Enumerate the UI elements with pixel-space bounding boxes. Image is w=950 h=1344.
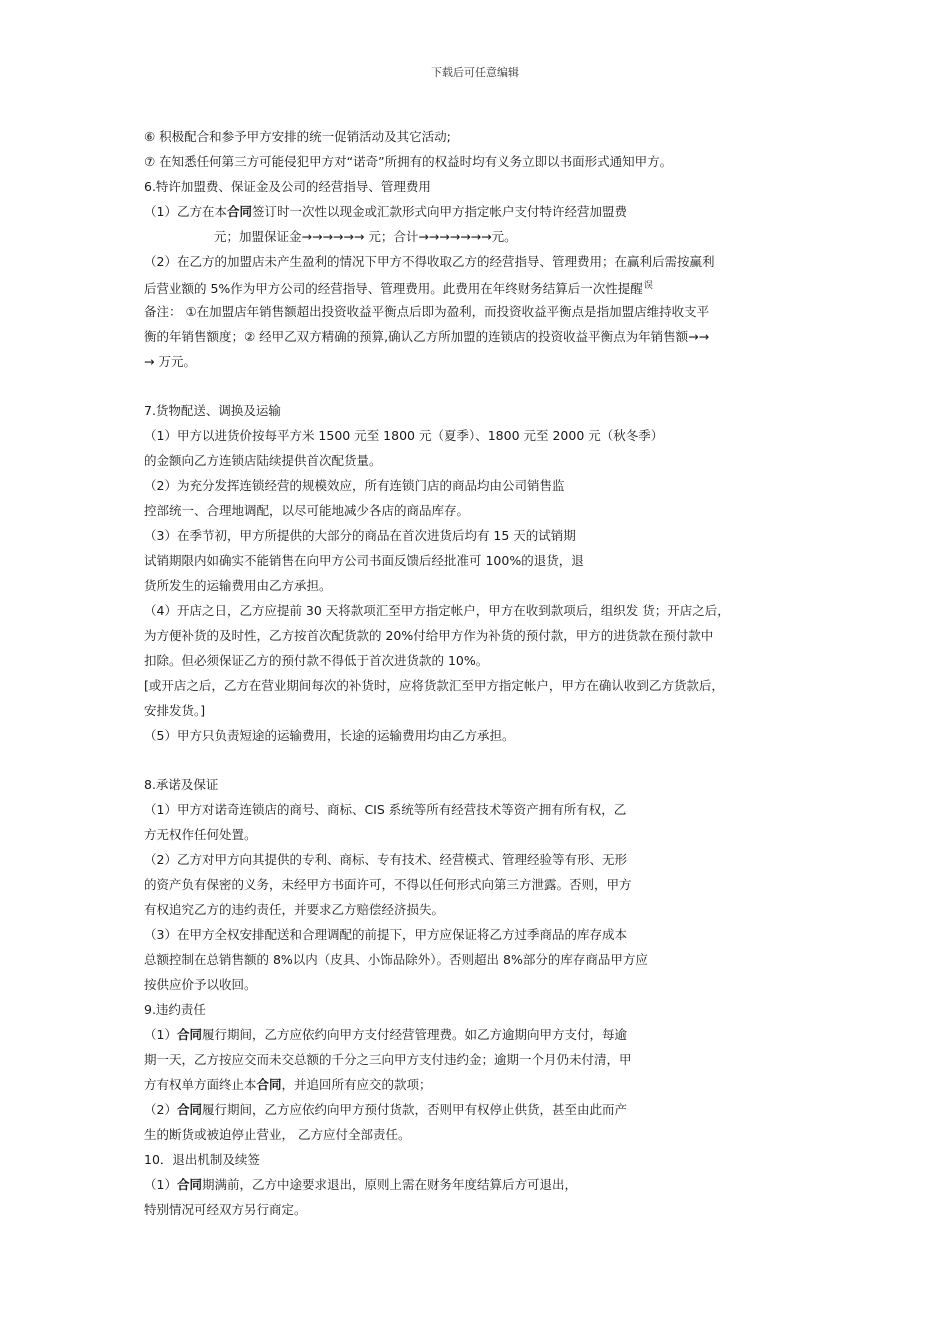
clause-line: 元；加盟保证金→→→→→→ 元；合计→→→→→→→元。 bbox=[214, 229, 517, 244]
clause-line: [或开店之后，乙方在营业期间每次的补货时，应将货款汇至甲方指定帐户，甲方在确认收到乙方货款后， bbox=[144, 678, 724, 693]
clause-line: （4）开店之日，乙方应提前 30 天将款项汇至甲方指定帐户，甲方在收到款项后，组织发 货；开店之后， bbox=[144, 603, 730, 618]
clause-line: 安排发货。] bbox=[144, 703, 206, 718]
clause-line: 特别情况可经双方另行商定。 bbox=[144, 1202, 307, 1217]
clause-line: 总额控制在总销售额的 8%以内（皮具、小饰品除外）。否则超出 8%部分的库存商品甲方应 bbox=[144, 952, 648, 967]
clause-line: （1）甲方以进货价按每平方米 1500 元至 1800 元（夏季）、1800 元至 2000 元（秋冬季） bbox=[144, 428, 664, 443]
clause-line: 为方便补货的及时性，乙方按首次配货款的 20%付给甲方作为补货的预付款，甲方的进货款在预付款中 bbox=[144, 628, 714, 643]
clause-line: （2）在乙方的加盟店未产生盈利的情况下甲方不得收取乙方的经营指导、管理费用；在赢利后需按赢利 bbox=[144, 254, 715, 269]
clause-line: （1）乙方在本合同签订时一次性以现金或汇款形式向甲方指定帐户支付特许经营加盟费 bbox=[144, 204, 627, 219]
clause-line: （3）在甲方全权安排配送和合理调配的前提下，甲方应保证将乙方过季商品的库存成本 bbox=[144, 927, 627, 942]
section-heading: 9.违约责任 bbox=[144, 1002, 206, 1017]
clause-line: （1）合同履行期间，乙方应依约向甲方支付经营管理费。如乙方逾期向甲方支付，每逾 bbox=[144, 1027, 627, 1042]
clause-line: 扣除。但必须保证乙方的预付款不得低于首次进货款的 10%。 bbox=[144, 653, 489, 668]
clause-line: （5）甲方只负责短途的运输费用，长途的运输费用均由乙方承担。 bbox=[144, 728, 515, 743]
clause-line: 期一天，乙方按应交而未交总额的千分之三向甲方支付违约金；逾期一个月仍未付清，甲 bbox=[144, 1052, 632, 1067]
clause-line: （2）为充分发挥连锁经营的规模效应，所有连锁门店的商品均由公司销售监 bbox=[144, 478, 565, 493]
clause-line: 生的断货或被迫停止营业， 乙方应付全部责任。 bbox=[144, 1127, 411, 1142]
clause-line: 的金额向乙方连锁店陆续提供首次配货量。 bbox=[144, 453, 382, 468]
clause-line: 按供应价予以收回。 bbox=[144, 977, 257, 992]
clause-line: 的资产负有保密的义务，未经甲方书面许可，不得以任何形式向第三方泄露。否则，甲方 bbox=[144, 877, 632, 892]
clause-line: 货所发生的运输费用由乙方承担。 bbox=[144, 578, 332, 593]
clause-line: 试销期限内如确实不能销售在向甲方公司书面反馈后经批准可 100%的退货，退 bbox=[144, 553, 584, 568]
section-heading: 7.货物配送、调换及运输 bbox=[144, 403, 281, 418]
clause-line: （1）甲方对诺奇连锁店的商号、商标、CIS 系统等所有经营技术等资产拥有所有权，乙 bbox=[144, 802, 627, 817]
document-body bbox=[144, 124, 824, 1222]
clause-line: （1）合同期满前，乙方中途要求退出，原则上需在财务年度结算后方可退出， bbox=[144, 1177, 577, 1192]
note-line: 备注： ①在加盟店年销售额超出投资收益平衡点后即为盈利，而投资收益平衡点是指加盟店维持收支平 bbox=[144, 304, 710, 319]
section-heading: 8.承诺及保证 bbox=[144, 777, 219, 792]
clause-line: ⑦ 在知悉任何第三方可能侵犯甲方对“诺奇”所拥有的权益时均有义务立即以书面形式通知甲方。 bbox=[144, 154, 673, 169]
clause-line: （2）乙方对甲方向其提供的专利、商标、专有技术、经营模式、管理经验等有形、无形 bbox=[144, 852, 627, 867]
clause-line: （3）在季节初，甲方所提供的大部分的商品在首次进货后均有 15 天的试销期 bbox=[144, 528, 576, 543]
clause-line: 方有权单方面终止本合同，并追回所有应交的款项； bbox=[144, 1077, 432, 1092]
clause-line: 方无权作任何处置。 bbox=[144, 827, 257, 842]
section-heading: 6.特许加盟费、保证金及公司的经营指导、管理费用 bbox=[144, 179, 431, 194]
clause-line: 控部统一、合理地调配，以尽可能地减少各店的商品库存。 bbox=[144, 503, 470, 518]
clause-line: 有权追究乙方的违约责任，并要求乙方赔偿经济损失。 bbox=[144, 902, 445, 917]
note-line: → 万元。 bbox=[144, 354, 196, 369]
section-heading: 10．退出机制及续签 bbox=[144, 1152, 260, 1167]
correction-mark: 误 bbox=[643, 281, 653, 291]
clause-line: （2）合同履行期间，乙方应依约向甲方预付货款，否则甲有权停止供货，甚至由此而产 bbox=[144, 1102, 627, 1117]
page-header: 下载后可任意编辑 bbox=[431, 66, 519, 79]
clause-line: ⑥ 积极配合和参予甲方安排的统一促销活动及其它活动; bbox=[144, 129, 451, 144]
note-line: 衡的年销售额度；② 经甲乙双方精确的预算,确认乙方所加盟的连锁店的投资收益平衡点为年销售额→→ bbox=[144, 329, 710, 344]
clause-line: 后营业额的 5%作为甲方公司的经营指导、管理费用。此费用在年终财务结算后一次性提醒$^误$ bbox=[144, 281, 653, 297]
